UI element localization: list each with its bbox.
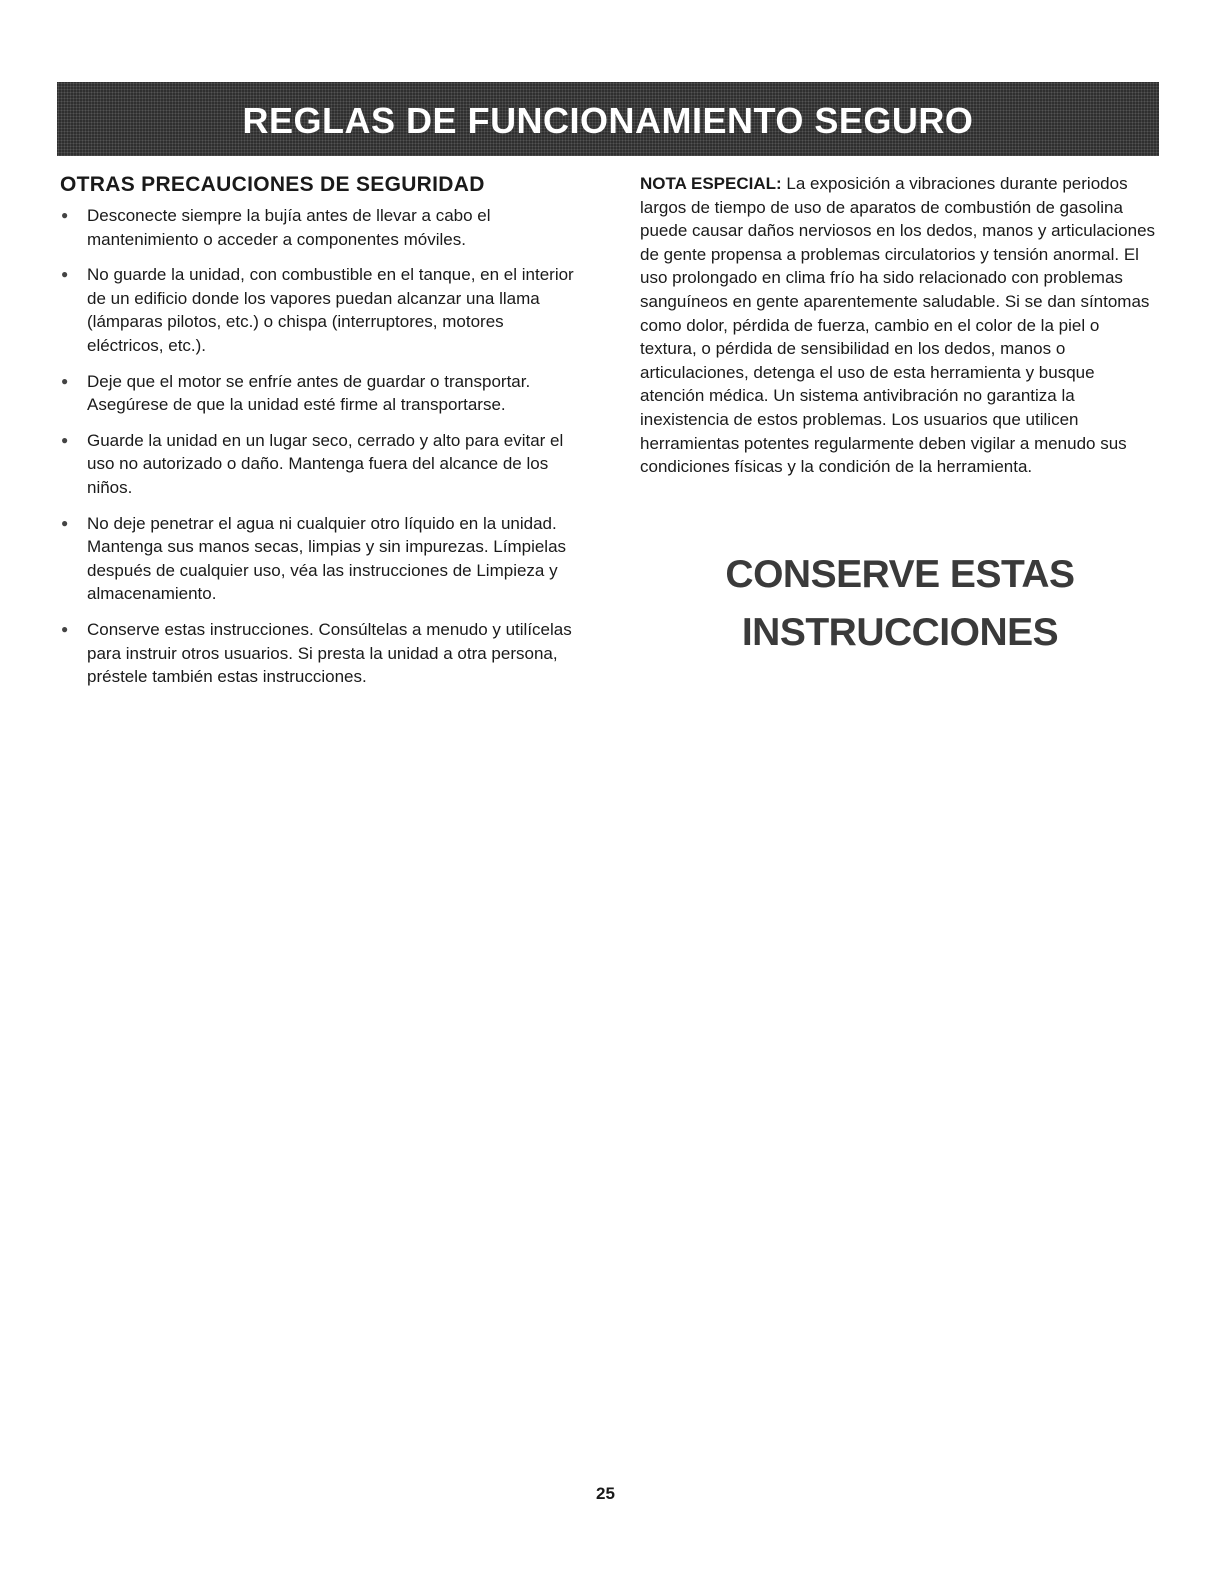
bullet-icon: ● <box>61 208 69 222</box>
page-number: 25 <box>596 1484 615 1503</box>
list-item <box>60 512 580 606</box>
list-item-text: Conserve estas instrucciones. Consúltelas a menudo y utilícelas para instruir otros usuarios. Si presta la unidad a otra persona, préstele también estas instrucciones. <box>87 619 572 687</box>
conserve-line-1: CONSERVE ESTAS <box>725 553 1075 596</box>
note-text: La exposición a vibraciones durante periodos largos de tiempo de uso de aparatos de combustión de gasolina puede causar daños nerviosos en los dedos, manos y articulaciones de gente propensa a problemas circulatorios y tensión anormal. El uso prolongado en clima frío ha sido relacionado con problemas sanguíneos en gente aparentemente saludable. Si se dan síntomas como dolor, pérdida de fuerza, cambio en el color de la piel o textura, o pérdida de sensibilidad en los dedos, manos o articulaciones, detenga el uso de esta herramienta y busque atención médica. Un sistema antivibración no garantiza la inexistencia de estos problemas. Los usuarios que utilicen herramientas potentes regularmente deben vigilar a menudo sus condiciones físicas y la condición de la herramienta. <box>640 174 1156 477</box>
note-label: NOTA ESPECIAL: <box>640 174 782 193</box>
bullet-icon: ● <box>61 515 69 530</box>
list-item-text: No guarde la unidad, con combustible en el tanque, en el interior de un edificio donde los vapores puedan alcanzar una llama (lámparas pilotos, etc.) o chispa (interruptores, motores eléctricos, etc.). <box>87 265 574 355</box>
list-item-text: Guarde la unidad en un lugar seco, cerrado y alto para evitar el uso no autorizado o daño. Mantenga fuera del alcance de los niños. <box>87 430 564 497</box>
precautions-list <box>60 204 580 689</box>
banner-title: REGLAS DE FUNCIONAMIENTO SEGURO <box>242 100 974 141</box>
section-banner <box>57 82 1159 156</box>
left-column <box>60 172 580 701</box>
list-item <box>60 618 580 689</box>
list-item <box>60 429 580 500</box>
bullet-icon: ● <box>61 267 69 282</box>
bullet-icon: ● <box>61 621 69 636</box>
list-item <box>60 263 580 357</box>
conserve-heading <box>640 553 1160 669</box>
section-heading: OTRAS PRECAUCIONES DE SEGURIDAD <box>60 173 485 196</box>
bullet-icon: ● <box>61 432 69 447</box>
special-note <box>640 172 1160 479</box>
list-item-text: Desconecte siempre la bujía antes de llevar a cabo el mantenimiento o acceder a componentes móviles. <box>87 206 491 249</box>
list-item-text: Deje que el motor se enfríe antes de guardar o transportar. Asegúrese de que la unidad esté firme al transportarse. <box>87 371 531 415</box>
list-item-text: No deje penetrar el agua ni cualquier otro líquido en la unidad. Mantenga sus manos secas, limpias y sin impurezas. Límpielas después de cualquier uso, véa las instrucciones de Limpieza y almacenamiento. <box>87 513 567 604</box>
conserve-line-2: INSTRUCCIONES <box>741 611 1059 654</box>
list-item <box>60 370 580 417</box>
bullet-icon: ● <box>61 373 69 388</box>
list-item <box>60 204 580 251</box>
